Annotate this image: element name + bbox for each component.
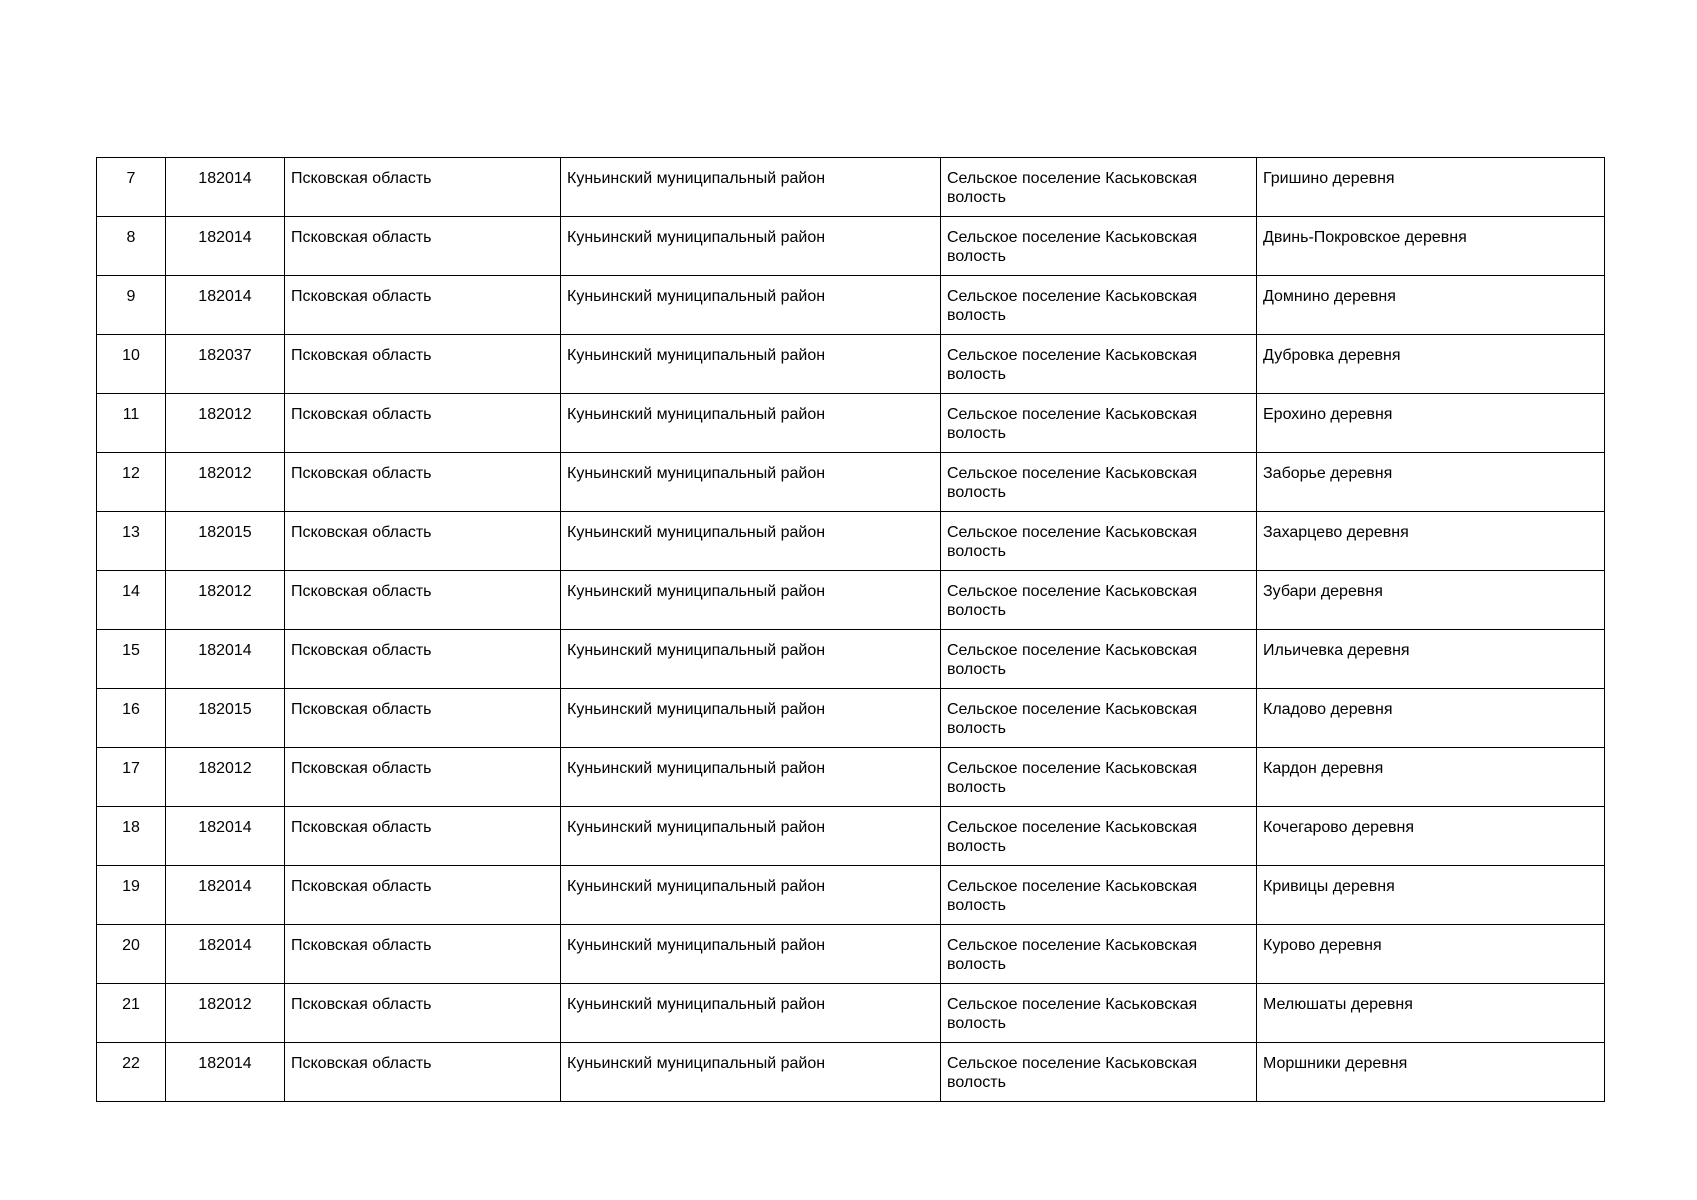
settlement-cell: Сельское поселение Каськовская волость — [941, 748, 1257, 807]
settlement-cell: Сельское поселение Каськовская волость — [941, 335, 1257, 394]
settlement-cell: Сельское поселение Каськовская волость — [941, 453, 1257, 512]
row-number-cell: 12 — [97, 453, 166, 512]
table-row — [97, 925, 1605, 984]
region-cell: Псковская область — [285, 512, 561, 571]
settlement-cell: Сельское поселение Каськовская волость — [941, 394, 1257, 453]
region-cell: Псковская область — [285, 276, 561, 335]
settlement-cell: Сельское поселение Каськовская волость — [941, 689, 1257, 748]
region-cell: Псковская область — [285, 158, 561, 217]
district-cell: Куньинский муниципальный район — [561, 217, 941, 276]
row-number-cell: 15 — [97, 630, 166, 689]
row-number-cell: 13 — [97, 512, 166, 571]
row-number-cell: 18 — [97, 807, 166, 866]
district-cell: Куньинский муниципальный район — [561, 158, 941, 217]
settlement-cell: Сельское поселение Каськовская волость — [941, 1043, 1257, 1102]
settlement-cell: Сельское поселение Каськовская волость — [941, 866, 1257, 925]
settlement-cell: Сельское поселение Каськовская волость — [941, 925, 1257, 984]
table-row — [97, 276, 1605, 335]
locality-cell: Курово деревня — [1257, 925, 1605, 984]
row-number-cell: 8 — [97, 217, 166, 276]
row-number-cell: 14 — [97, 571, 166, 630]
locality-cell: Дубровка деревня — [1257, 335, 1605, 394]
district-cell: Куньинский муниципальный район — [561, 394, 941, 453]
settlement-cell: Сельское поселение Каськовская волость — [941, 158, 1257, 217]
postal-index-cell: 182012 — [166, 984, 285, 1043]
locality-cell: Ильичевка деревня — [1257, 630, 1605, 689]
region-cell: Псковская область — [285, 748, 561, 807]
region-cell: Псковская область — [285, 571, 561, 630]
locality-cell: Кладово деревня — [1257, 689, 1605, 748]
postal-index-cell: 182015 — [166, 689, 285, 748]
district-cell: Куньинский муниципальный район — [561, 276, 941, 335]
postal-index-cell: 182014 — [166, 217, 285, 276]
settlement-cell: Сельское поселение Каськовская волость — [941, 571, 1257, 630]
region-cell: Псковская область — [285, 807, 561, 866]
row-number-cell: 11 — [97, 394, 166, 453]
locality-cell: Зубари деревня — [1257, 571, 1605, 630]
locality-cell: Моршники деревня — [1257, 1043, 1605, 1102]
table-row — [97, 807, 1605, 866]
region-cell: Псковская область — [285, 925, 561, 984]
row-number-cell: 16 — [97, 689, 166, 748]
settlement-cell: Сельское поселение Каськовская волость — [941, 807, 1257, 866]
locality-cell: Захарцево деревня — [1257, 512, 1605, 571]
row-number-cell: 22 — [97, 1043, 166, 1102]
postal-index-cell: 182014 — [166, 630, 285, 689]
postal-index-cell: 182014 — [166, 807, 285, 866]
postal-index-cell: 182014 — [166, 276, 285, 335]
locality-cell: Домнино деревня — [1257, 276, 1605, 335]
locality-cell: Кривицы деревня — [1257, 866, 1605, 925]
region-cell: Псковская область — [285, 217, 561, 276]
row-number-cell: 10 — [97, 335, 166, 394]
table-row — [97, 217, 1605, 276]
table-row — [97, 630, 1605, 689]
locality-cell: Кочегарово деревня — [1257, 807, 1605, 866]
locality-cell: Ерохино деревня — [1257, 394, 1605, 453]
region-cell: Псковская область — [285, 453, 561, 512]
row-number-cell: 7 — [97, 158, 166, 217]
locality-cell: Заборье деревня — [1257, 453, 1605, 512]
table-body — [97, 158, 1605, 1102]
postal-index-cell: 182014 — [166, 925, 285, 984]
region-cell: Псковская область — [285, 335, 561, 394]
postal-index-cell: 182012 — [166, 748, 285, 807]
table-row — [97, 394, 1605, 453]
table-row — [97, 748, 1605, 807]
district-cell: Куньинский муниципальный район — [561, 748, 941, 807]
row-number-cell: 19 — [97, 866, 166, 925]
address-table — [96, 157, 1605, 1102]
district-cell: Куньинский муниципальный район — [561, 335, 941, 394]
postal-index-cell: 182015 — [166, 512, 285, 571]
locality-cell: Гришино деревня — [1257, 158, 1605, 217]
table-row — [97, 689, 1605, 748]
table-row — [97, 453, 1605, 512]
table-row — [97, 984, 1605, 1043]
settlement-cell: Сельское поселение Каськовская волость — [941, 984, 1257, 1043]
table-row — [97, 158, 1605, 217]
region-cell: Псковская область — [285, 866, 561, 925]
postal-index-cell: 182014 — [166, 866, 285, 925]
district-cell: Куньинский муниципальный район — [561, 689, 941, 748]
table-row — [97, 512, 1605, 571]
settlement-cell: Сельское поселение Каськовская волость — [941, 512, 1257, 571]
table-row — [97, 335, 1605, 394]
region-cell: Псковская область — [285, 689, 561, 748]
postal-index-cell: 182012 — [166, 571, 285, 630]
settlement-cell: Сельское поселение Каськовская волость — [941, 276, 1257, 335]
district-cell: Куньинский муниципальный район — [561, 630, 941, 689]
district-cell: Куньинский муниципальный район — [561, 984, 941, 1043]
table-row — [97, 571, 1605, 630]
region-cell: Псковская область — [285, 630, 561, 689]
postal-index-cell: 182012 — [166, 453, 285, 512]
postal-index-cell: 182014 — [166, 1043, 285, 1102]
table-row — [97, 866, 1605, 925]
district-cell: Куньинский муниципальный район — [561, 1043, 941, 1102]
district-cell: Куньинский муниципальный район — [561, 866, 941, 925]
settlement-cell: Сельское поселение Каськовская волость — [941, 630, 1257, 689]
row-number-cell: 9 — [97, 276, 166, 335]
district-cell: Куньинский муниципальный район — [561, 512, 941, 571]
region-cell: Псковская область — [285, 1043, 561, 1102]
region-cell: Псковская область — [285, 394, 561, 453]
postal-index-cell: 182014 — [166, 158, 285, 217]
postal-index-cell: 182012 — [166, 394, 285, 453]
district-cell: Куньинский муниципальный район — [561, 925, 941, 984]
locality-cell: Кардон деревня — [1257, 748, 1605, 807]
row-number-cell: 17 — [97, 748, 166, 807]
row-number-cell: 21 — [97, 984, 166, 1043]
row-number-cell: 20 — [97, 925, 166, 984]
district-cell: Куньинский муниципальный район — [561, 571, 941, 630]
postal-index-cell: 182037 — [166, 335, 285, 394]
table-row — [97, 1043, 1605, 1102]
region-cell: Псковская область — [285, 984, 561, 1043]
district-cell: Куньинский муниципальный район — [561, 807, 941, 866]
district-cell: Куньинский муниципальный район — [561, 453, 941, 512]
locality-cell: Мелюшаты деревня — [1257, 984, 1605, 1043]
locality-cell: Двинь-Покровское деревня — [1257, 217, 1605, 276]
settlement-cell: Сельское поселение Каськовская волость — [941, 217, 1257, 276]
